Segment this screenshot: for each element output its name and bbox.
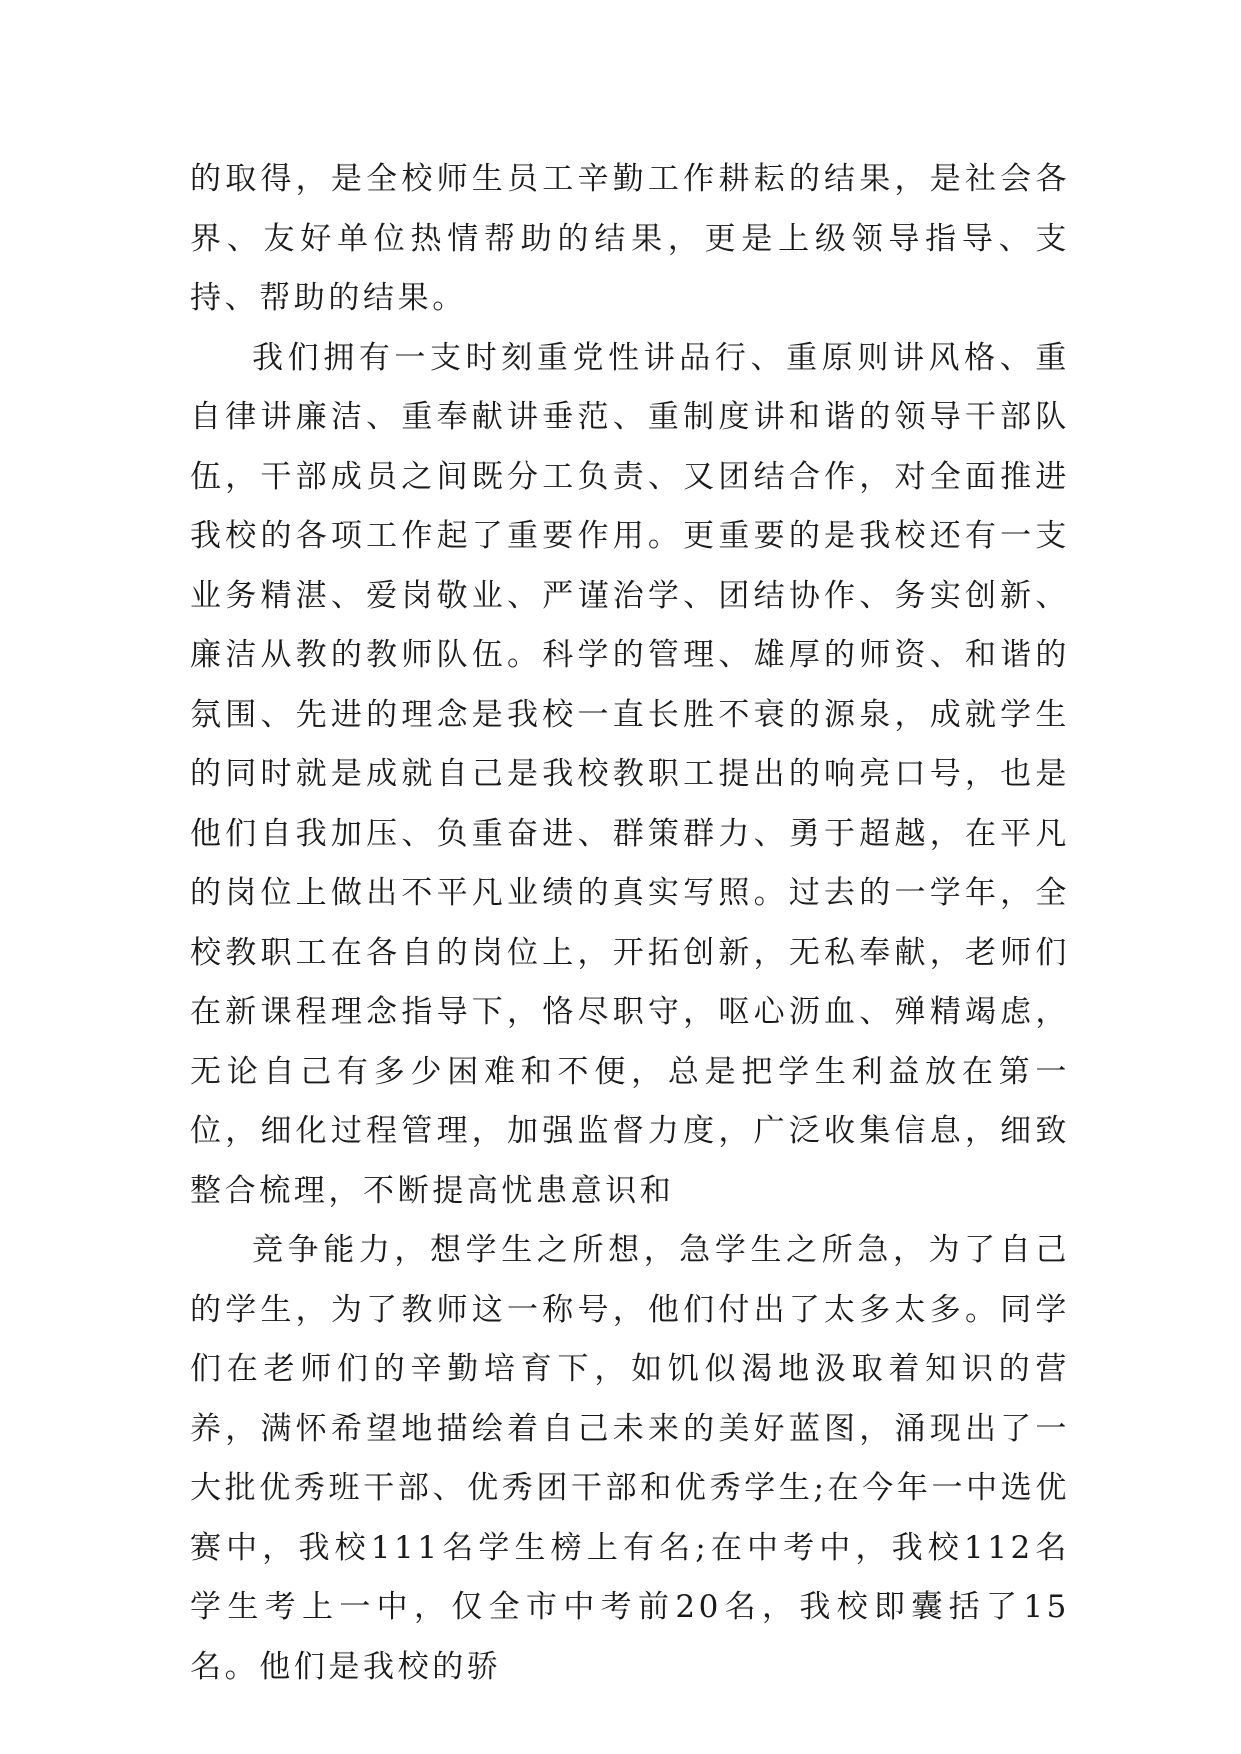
paragraph-3: 竞争能力，想学生之所想，急学生之所急，为了自己的学生，为了教师这一称号，他们付出了太多太多。同学们在老师们的辛勤培育下，如饥似渴地汲取着知识的营养，满怀希望地描绘着自己未来的美好蓝图，涌现出了一大批优秀班干部、优秀团干部和优秀学生;在今年一中选优赛中，我校111名学生榜上有名;在中考中，我校112名学生考上一中，仅全市中考前20名，我校即囊括了15名。他们是我校的骄 — [190, 1232, 1070, 1685]
document-body — [190, 150, 1070, 1697]
paragraph-2: 我们拥有一支时刻重党性讲品行、重原则讲风格、重自律讲廉洁、重奉献讲垂范、重制度讲和谐的领导干部队伍，干部成员之间既分工负责、又团结合作，对全面推进我校的各项工作起了重要作用。更重要的是我校还有一支业务精湛、爱岗敬业、严谨治学、团结协作、务实创新、廉洁从教的教师队伍。科学的管理、雄厚的师资、和谐的氛围、先进的理念是我校一直长胜不衰的源泉，成就学生的同时就是成就自己是我校教职工提出的响亮口号，也是他们自我加压、负重奋进、群策群力、勇于超越，在平凡的岗位上做出不平凡业绩的真实写照。过去的一学年，全校教职工在各自的岗位上，开拓创新，无私奉献，老师们在新课程理念指导下，恪尽职守，呕心沥血、殚精竭虑，无论自己有多少困难和不便，总是把学生利益放在第一位，细化过程管理，加强监督力度，广泛收集信息，细致整合梳理，不断提高忧患意识和 — [190, 339, 1070, 1209]
paragraph-1: 的取得，是全校师生员工辛勤工作耕耘的结果，是社会各界、友好单位热情帮助的结果，更是上级领导指导、支持、帮助的结果。 — [190, 161, 1070, 316]
